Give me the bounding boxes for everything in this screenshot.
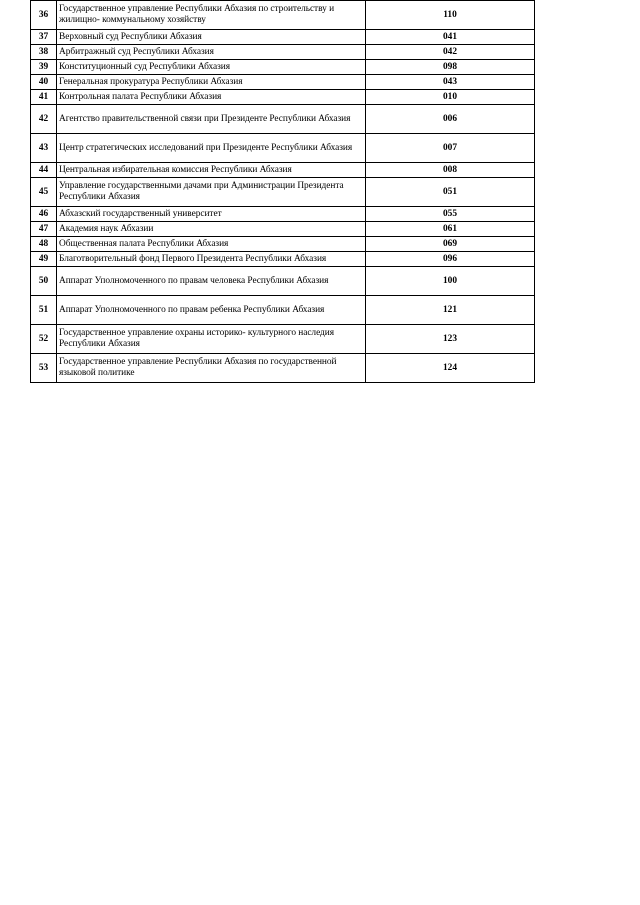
table-row — [31, 237, 535, 252]
organization-code: 010 — [366, 90, 535, 105]
organization-code: 006 — [366, 105, 535, 134]
organization-name: Центральная избирательная комиссия Республики Абхазия — [57, 163, 366, 178]
table-row — [31, 134, 535, 163]
table-row — [31, 60, 535, 75]
row-number: 45 — [31, 178, 57, 207]
row-number: 48 — [31, 237, 57, 252]
table-row — [31, 325, 535, 354]
organization-code: 098 — [366, 60, 535, 75]
organization-code: 041 — [366, 30, 535, 45]
row-number: 53 — [31, 354, 57, 383]
organization-name: Контрольная палата Республики Абхазия — [57, 90, 366, 105]
organization-name: Арбитражный суд Республики Абхазия — [57, 45, 366, 60]
row-number: 49 — [31, 252, 57, 267]
organization-code: 043 — [366, 75, 535, 90]
organization-code: 123 — [366, 325, 535, 354]
organization-name: Абхазский государственный университет — [57, 207, 366, 222]
organization-name: Верховный суд Республики Абхазия — [57, 30, 366, 45]
organization-code: 051 — [366, 178, 535, 207]
organization-code: 096 — [366, 252, 535, 267]
organization-code: 110 — [366, 1, 535, 30]
row-number: 43 — [31, 134, 57, 163]
table-row — [31, 207, 535, 222]
organization-code: 055 — [366, 207, 535, 222]
organization-code: 124 — [366, 354, 535, 383]
row-number: 41 — [31, 90, 57, 105]
organization-name: Государственное управление Республики Абхазия по государственной языковой политике — [57, 354, 366, 383]
organization-code: 042 — [366, 45, 535, 60]
table-row — [31, 267, 535, 296]
table-row — [31, 45, 535, 60]
row-number: 40 — [31, 75, 57, 90]
row-number: 46 — [31, 207, 57, 222]
row-number: 38 — [31, 45, 57, 60]
organization-code: 008 — [366, 163, 535, 178]
registry-table — [30, 0, 535, 383]
organization-code: 100 — [366, 267, 535, 296]
row-number: 37 — [31, 30, 57, 45]
table-row — [31, 296, 535, 325]
organization-code: 069 — [366, 237, 535, 252]
organization-code: 007 — [366, 134, 535, 163]
organization-name: Генеральная прокуратура Республики Абхазия — [57, 75, 366, 90]
organization-name: Общественная палата Республики Абхазия — [57, 237, 366, 252]
table-row — [31, 30, 535, 45]
organization-name: Агентство правительственной связи при Президенте Республики Абхазия — [57, 105, 366, 134]
row-number: 50 — [31, 267, 57, 296]
table-row — [31, 90, 535, 105]
row-number: 36 — [31, 1, 57, 30]
table-row — [31, 163, 535, 178]
organization-name: Центр стратегических исследований при Президенте Республики Абхазия — [57, 134, 366, 163]
row-number: 52 — [31, 325, 57, 354]
organization-name: Благотворительный фонд Первого Президента Республики Абхазия — [57, 252, 366, 267]
row-number: 47 — [31, 222, 57, 237]
organization-name: Академия наук Абхазии — [57, 222, 366, 237]
table-row — [31, 354, 535, 383]
organization-name: Конституционный суд Республики Абхазия — [57, 60, 366, 75]
row-number: 39 — [31, 60, 57, 75]
table-row — [31, 75, 535, 90]
organization-code: 121 — [366, 296, 535, 325]
row-number: 44 — [31, 163, 57, 178]
row-number: 51 — [31, 296, 57, 325]
organization-name: Аппарат Уполномоченного по правам человека Республики Абхазия — [57, 267, 366, 296]
organization-name: Управление государственными дачами при Администрации Президента Республики Абхазия — [57, 178, 366, 207]
table-row — [31, 252, 535, 267]
organization-name: Аппарат Уполномоченного по правам ребенка Республики Абхазия — [57, 296, 366, 325]
organization-name: Государственное управление охраны историко- культурного наследия Республики Абхазия — [57, 325, 366, 354]
table-row — [31, 105, 535, 134]
organization-name: Государственное управление Республики Абхазия по строительству и жилищно- коммунальному хозяйству — [57, 1, 366, 30]
organization-code: 061 — [366, 222, 535, 237]
row-number: 42 — [31, 105, 57, 134]
table-row — [31, 1, 535, 30]
table-row — [31, 178, 535, 207]
table-row — [31, 222, 535, 237]
